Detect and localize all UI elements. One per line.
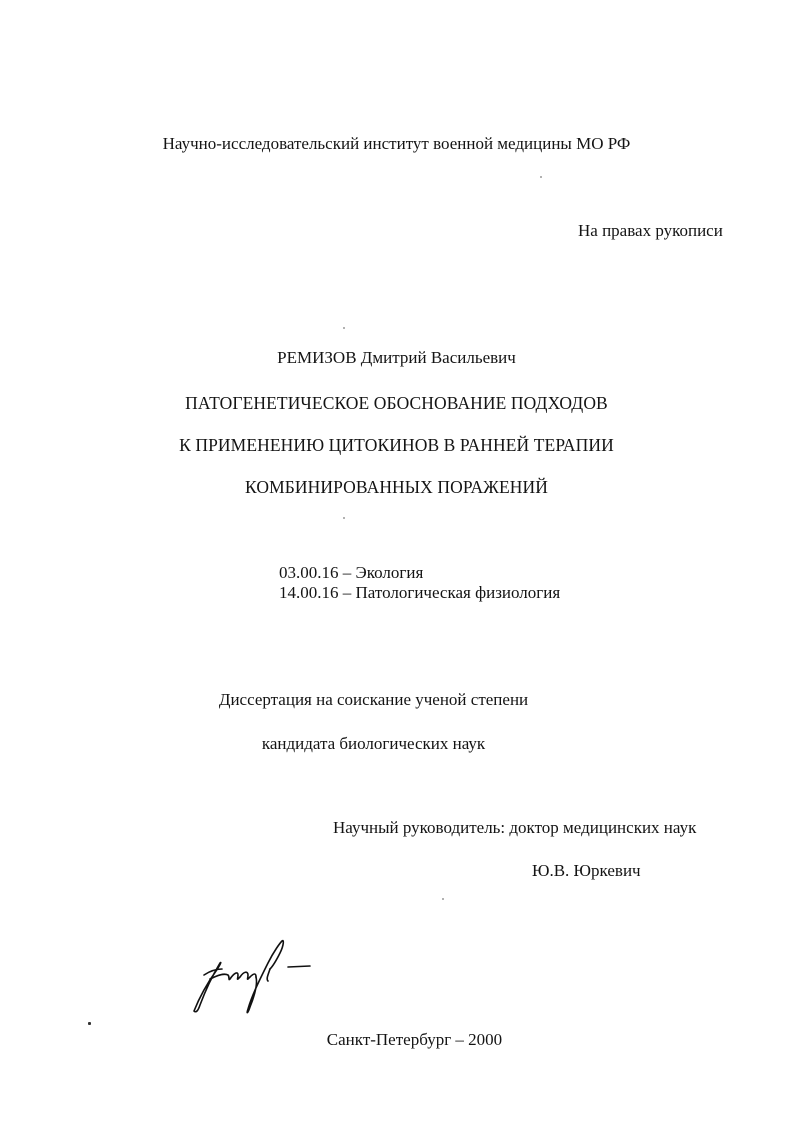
supervisor-label: Научный руководитель: доктор медицинских наук (333, 818, 697, 837)
author-line (0, 348, 793, 368)
thesis-title-line-3: КОМБИНИРОВАННЫХ ПОРАЖЕНИЙ (245, 477, 548, 497)
scan-speck (343, 327, 345, 329)
scan-speck (540, 176, 542, 178)
scan-speck (442, 898, 444, 900)
thesis-title-line-1: ПАТОГЕНЕТИЧЕСКОЕ ОБОСНОВАНИЕ ПОДХОДОВ (185, 393, 608, 413)
place-and-year: Санкт-Петербург – 2000 (326, 1030, 503, 1049)
author-given-names: Дмитрий Васильевич (360, 348, 516, 367)
scan-speck (88, 1022, 91, 1025)
degree-line-2: кандидата биологических наук (261, 734, 486, 753)
thesis-title-line-2: К ПРИМЕНЕНИЮ ЦИТОКИНОВ В РАННЕЙ ТЕРАПИИ (179, 435, 614, 455)
specialty-code-1: 03.00.16 – Экология (279, 563, 424, 582)
institution-name: Научно-исследовательский институт военной медицины МО РФ (162, 134, 631, 153)
author-surname: РЕМИЗОВ (277, 348, 357, 367)
supervisor-name: Ю.В. Юркевич (532, 861, 641, 880)
specialty-code-2: 14.00.16 – Патологическая физиология (279, 583, 561, 602)
degree-line-1: Диссертация на соискание ученой степени (218, 690, 529, 709)
handwritten-signature-icon (188, 935, 328, 1017)
manuscript-note: На правах рукописи (578, 221, 723, 240)
scan-speck (343, 517, 345, 519)
